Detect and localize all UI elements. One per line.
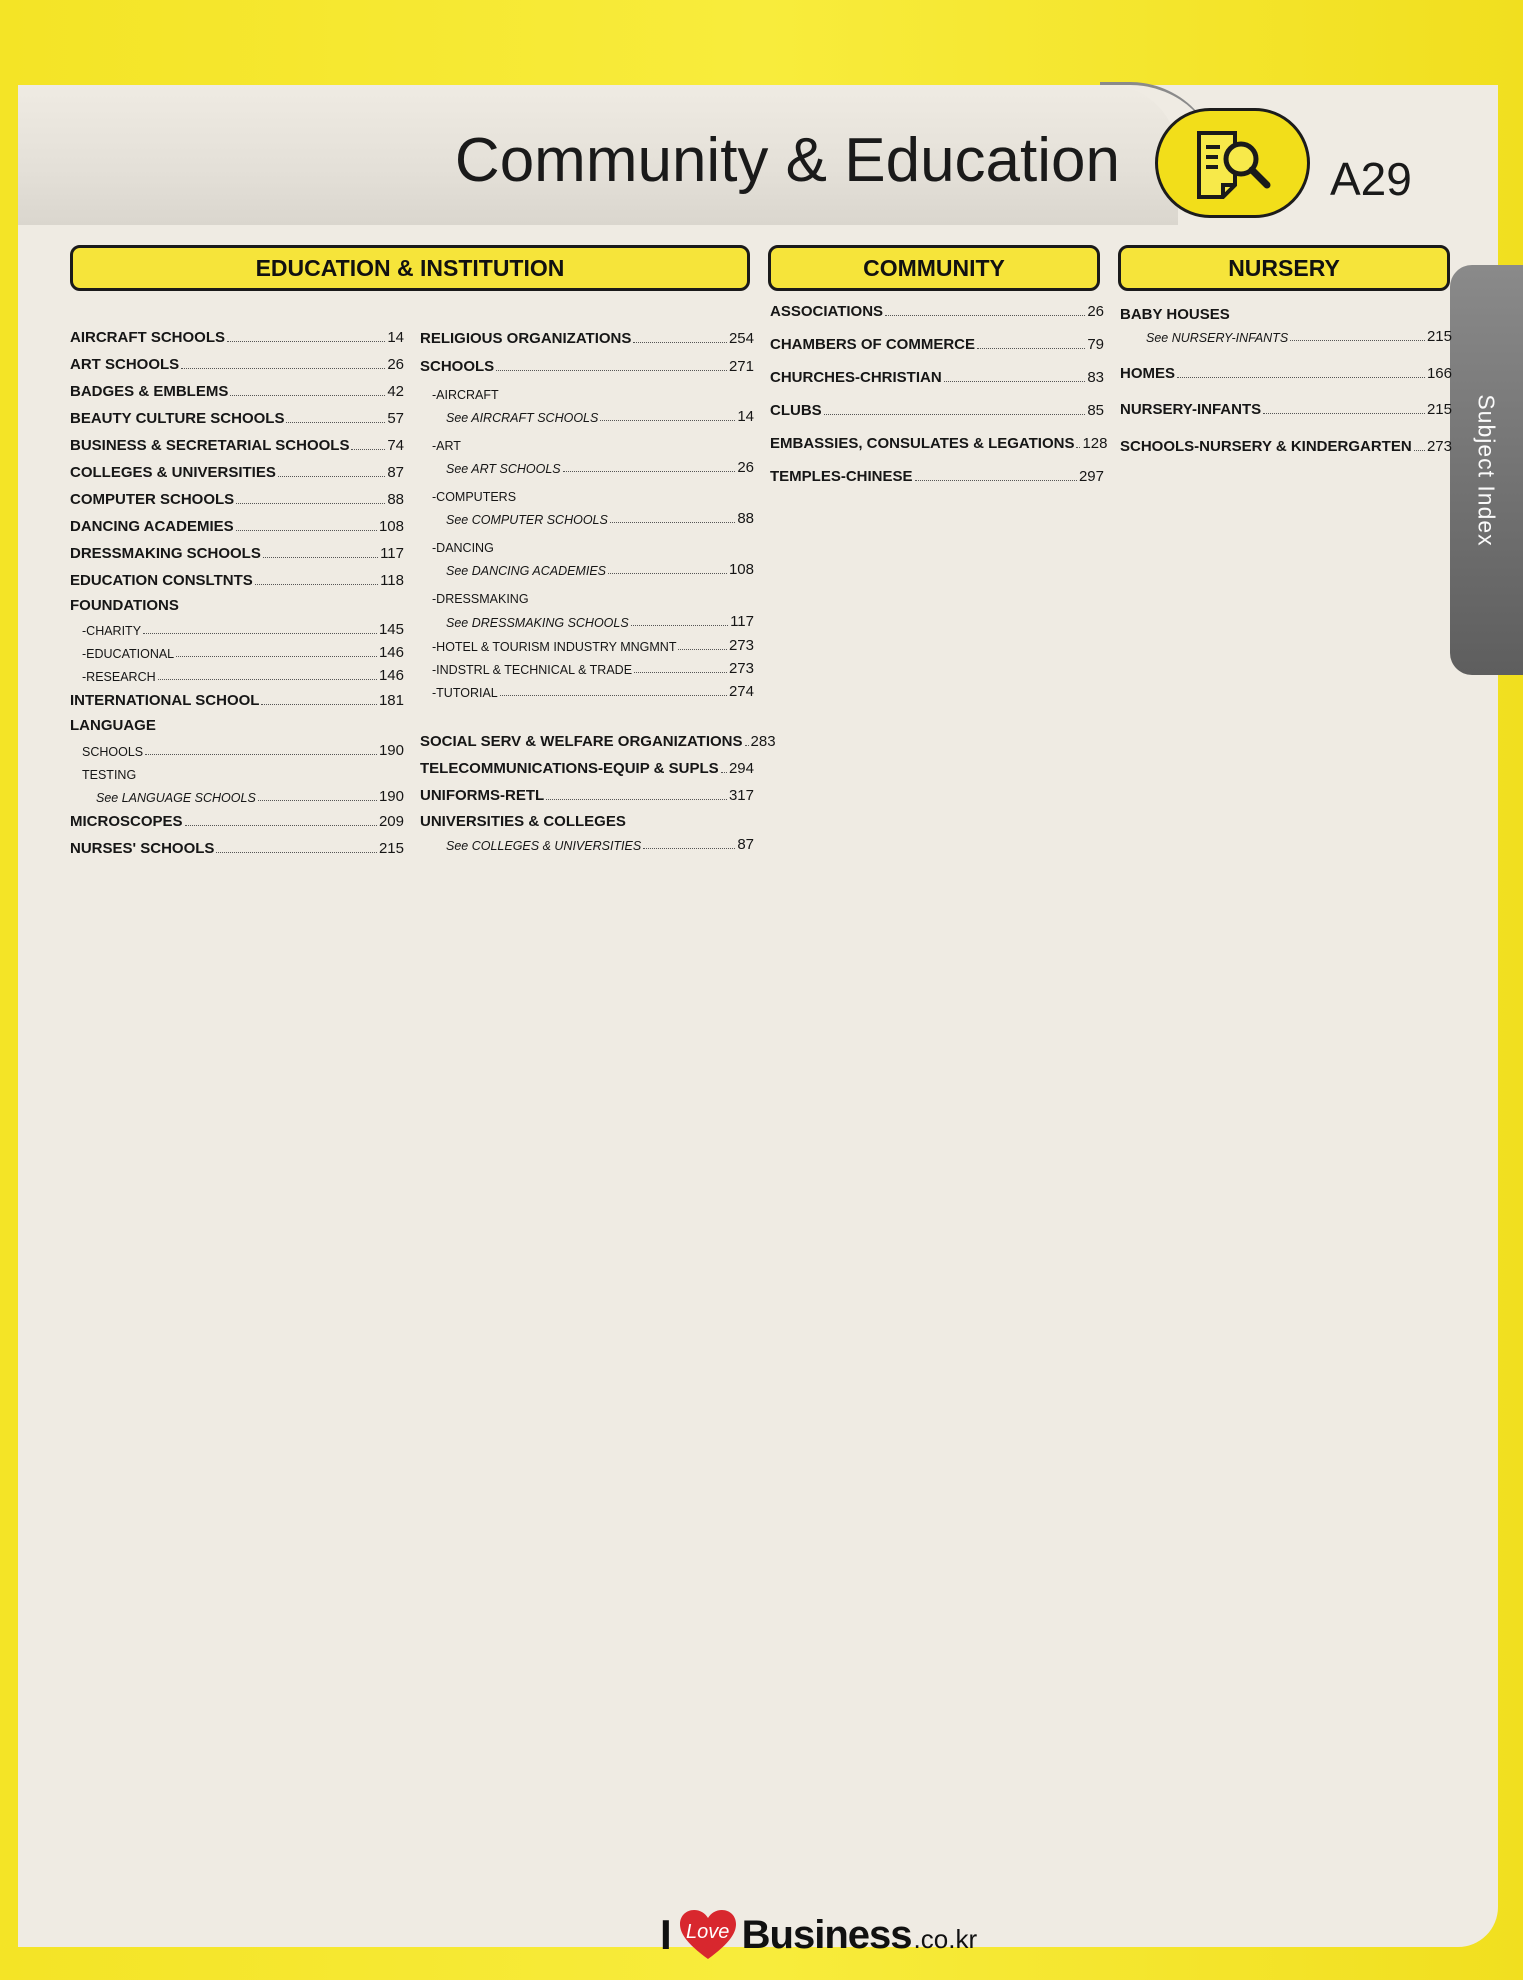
dot-leader bbox=[278, 476, 385, 477]
page-title: Community & Education bbox=[454, 126, 1120, 195]
dot-leader bbox=[158, 679, 377, 680]
index-entry bbox=[70, 515, 404, 535]
index-entry bbox=[420, 405, 754, 425]
index-entry-name: INTERNATIONAL SCHOOL bbox=[70, 692, 260, 709]
index-entry-name: -RESEARCH bbox=[82, 670, 156, 684]
index-entry-name: LANGUAGE bbox=[70, 717, 156, 734]
section-header-community: COMMUNITY bbox=[768, 245, 1100, 291]
index-entry bbox=[1120, 303, 1452, 323]
index-entry-name: ASSOCIATIONS bbox=[770, 303, 884, 320]
index-entry bbox=[420, 610, 754, 630]
index-entry-page: 146 bbox=[378, 644, 404, 661]
index-entry-name: DANCING ACADEMIES bbox=[70, 518, 234, 535]
dot-leader bbox=[1290, 340, 1425, 341]
index-entry-page: 88 bbox=[387, 491, 404, 508]
index-entry bbox=[770, 333, 1104, 353]
index-entry-page: 215 bbox=[1426, 328, 1452, 345]
index-entry-page: 273 bbox=[728, 637, 754, 654]
index-entry bbox=[70, 618, 404, 638]
index-entry-page: 209 bbox=[378, 813, 404, 830]
index-entry-page: 88 bbox=[737, 510, 754, 527]
index-entry bbox=[420, 680, 754, 700]
index-entry-page: 294 bbox=[728, 760, 754, 777]
dot-leader bbox=[885, 315, 1085, 316]
dot-leader bbox=[263, 557, 378, 558]
index-entry bbox=[70, 762, 404, 782]
index-entry-name: UNIFORMS-RETL bbox=[420, 787, 545, 804]
index-entry-page: 26 bbox=[737, 459, 754, 476]
index-entry-page: 215 bbox=[378, 840, 404, 857]
index-entry-name: AIRCRAFT SCHOOLS bbox=[70, 329, 225, 346]
index-entry bbox=[420, 757, 754, 777]
index-entry bbox=[770, 465, 1104, 485]
index-entry-name: CLUBS bbox=[770, 402, 822, 419]
index-entry bbox=[420, 535, 754, 555]
index-entry bbox=[70, 461, 404, 481]
dot-leader bbox=[824, 414, 1086, 415]
index-entry-page: 166 bbox=[1426, 365, 1452, 382]
index-entry-name: -DANCING bbox=[432, 541, 494, 555]
index-entry-name: BUSINESS & SECRETARIAL SCHOOLS bbox=[70, 437, 350, 454]
document-search-icon bbox=[1155, 108, 1310, 218]
index-entry bbox=[420, 558, 754, 578]
index-entry-name: See COMPUTER SCHOOLS bbox=[446, 513, 608, 527]
index-entry bbox=[70, 326, 404, 346]
dot-leader bbox=[286, 422, 385, 423]
index-entry-name: See NURSERY-INFANTS bbox=[1146, 331, 1289, 345]
index-entry bbox=[420, 784, 754, 804]
dot-leader bbox=[1076, 447, 1080, 448]
index-entry-name: SCHOOLS-NURSERY & KINDERGARTEN bbox=[1120, 438, 1412, 455]
index-entry-page: 146 bbox=[378, 667, 404, 684]
dot-leader bbox=[143, 633, 377, 634]
index-entry bbox=[420, 657, 754, 677]
index-entry bbox=[1120, 398, 1452, 418]
index-entry-page: 14 bbox=[387, 329, 404, 346]
index-entry-name: See DANCING ACADEMIES bbox=[446, 564, 606, 578]
index-entry-name: BABY HOUSES bbox=[1120, 306, 1230, 323]
index-entry-name: BADGES & EMBLEMS bbox=[70, 383, 229, 400]
index-entry-page: 57 bbox=[387, 410, 404, 427]
dot-leader bbox=[496, 370, 727, 371]
dot-leader bbox=[351, 449, 385, 450]
index-entry-page: 42 bbox=[387, 383, 404, 400]
dot-leader bbox=[678, 649, 727, 650]
index-entry bbox=[70, 641, 404, 661]
index-entry-page: 79 bbox=[1087, 336, 1104, 353]
index-entry-name: -INDSTRL & TECHNICAL & TRADE bbox=[432, 663, 633, 677]
dot-leader bbox=[600, 420, 735, 421]
index-entry-name: SCHOOLS bbox=[420, 358, 495, 375]
index-entry-page: 108 bbox=[378, 518, 404, 535]
dot-leader bbox=[255, 584, 378, 585]
index-entry-name: -COMPUTERS bbox=[432, 490, 517, 504]
index-entry-name: DRESSMAKING SCHOOLS bbox=[70, 545, 261, 562]
dot-leader bbox=[1263, 413, 1425, 414]
index-entry-page: 83 bbox=[1087, 369, 1104, 386]
index-entry-name: TELECOMMUNICATIONS-EQUIP & SUPLS bbox=[420, 760, 719, 777]
index-entry-name: COLLEGES & UNIVERSITIES bbox=[70, 464, 276, 481]
index-entry bbox=[420, 833, 754, 853]
index-entry-page: 117 bbox=[730, 613, 754, 630]
index-entry-page: 190 bbox=[378, 788, 404, 805]
index-entry bbox=[770, 432, 1108, 452]
index-entry-page: 317 bbox=[728, 787, 754, 804]
index-entry-name: EMBASSIES, CONSULATES & LEGATIONS bbox=[770, 435, 1075, 452]
index-entry bbox=[420, 810, 754, 830]
dot-leader bbox=[643, 848, 735, 849]
index-entry bbox=[420, 507, 754, 527]
index-entry-name: SCHOOLS bbox=[82, 745, 144, 759]
index-entry-name: -CHARITY bbox=[82, 624, 142, 638]
index-entry-name: -TUTORIAL bbox=[432, 686, 498, 700]
index-entry-name: MICROSCOPES bbox=[70, 813, 183, 830]
index-entry-page: 254 bbox=[728, 330, 754, 347]
index-entry-page: 215 bbox=[1426, 401, 1452, 418]
index-entry-page: 108 bbox=[728, 561, 754, 578]
index-entry bbox=[1120, 435, 1452, 455]
index-entry-name: -EDUCATIONAL bbox=[82, 647, 175, 661]
index-entry bbox=[70, 542, 404, 562]
index-entry bbox=[1120, 325, 1452, 345]
dot-leader bbox=[721, 772, 727, 773]
index-entry-page: 118 bbox=[380, 572, 404, 589]
dot-leader bbox=[1414, 450, 1425, 451]
index-entry-name: ART SCHOOLS bbox=[70, 356, 180, 373]
index-entry-page: 145 bbox=[378, 621, 404, 638]
index-entry bbox=[420, 484, 754, 504]
index-entry-name: CHAMBERS OF COMMERCE bbox=[770, 336, 975, 353]
index-entry-page: 273 bbox=[1426, 438, 1452, 455]
index-entry bbox=[770, 300, 1104, 320]
index-entry-name: SOCIAL SERV & WELFARE ORGANIZATIONS bbox=[420, 733, 743, 750]
index-entry bbox=[70, 714, 404, 734]
index-entry-name: See LANGUAGE SCHOOLS bbox=[96, 791, 256, 805]
dot-leader bbox=[230, 395, 385, 396]
index-entry-name: FOUNDATIONS bbox=[70, 597, 179, 614]
index-entry bbox=[70, 837, 404, 857]
index-entry-name: HOMES bbox=[1120, 365, 1176, 382]
index-entry bbox=[70, 380, 404, 400]
index-entry bbox=[770, 399, 1104, 419]
index-entry bbox=[420, 730, 776, 750]
dot-leader bbox=[261, 704, 377, 705]
index-entry-page: 190 bbox=[378, 742, 404, 759]
index-entry-page: 128 bbox=[1082, 435, 1108, 452]
index-entry-name: See DRESSMAKING SCHOOLS bbox=[446, 616, 629, 630]
logo-love-text: Love bbox=[685, 1921, 730, 1943]
dot-leader bbox=[745, 745, 749, 746]
index-entry-page: 85 bbox=[1087, 402, 1104, 419]
index-entry bbox=[70, 353, 404, 373]
index-entry-name: TESTING bbox=[82, 768, 137, 782]
index-entry-page: 274 bbox=[728, 683, 754, 700]
index-entry-page: 271 bbox=[728, 358, 754, 375]
index-entry-name: NURSES' SCHOOLS bbox=[70, 840, 215, 857]
logo-domain-text: .co.kr bbox=[913, 1923, 978, 1954]
index-entry-page: 14 bbox=[737, 408, 754, 425]
index-entry bbox=[420, 456, 754, 476]
index-entry bbox=[70, 434, 404, 454]
index-entry bbox=[420, 327, 754, 347]
index-entry-page: 74 bbox=[387, 437, 404, 454]
dot-leader bbox=[634, 672, 727, 673]
dot-leader bbox=[563, 471, 736, 472]
dot-leader bbox=[176, 656, 377, 657]
dot-leader bbox=[145, 754, 377, 755]
index-entry-page: 297 bbox=[1078, 468, 1104, 485]
section-header-education: EDUCATION & INSTITUTION bbox=[70, 245, 750, 291]
index-entry bbox=[70, 594, 404, 614]
index-entry bbox=[70, 488, 404, 508]
index-entry bbox=[70, 739, 404, 759]
index-entry-page: 273 bbox=[728, 660, 754, 677]
logo-i-text: I bbox=[660, 1911, 672, 1958]
index-entry bbox=[70, 407, 404, 427]
dot-leader bbox=[500, 695, 727, 696]
index-entry-page: 26 bbox=[1087, 303, 1104, 320]
index-entry-page: 87 bbox=[387, 464, 404, 481]
index-entry bbox=[70, 810, 404, 830]
dot-leader bbox=[216, 852, 377, 853]
index-entry-name: -HOTEL & TOURISM INDUSTRY MNGMNT bbox=[432, 640, 677, 654]
index-entry-name: See AIRCRAFT SCHOOLS bbox=[446, 411, 599, 425]
index-entry-name: RELIGIOUS ORGANIZATIONS bbox=[420, 330, 632, 347]
index-entry-name: BEAUTY CULTURE SCHOOLS bbox=[70, 410, 285, 427]
index-entry bbox=[770, 366, 1104, 386]
index-entry-name: See ART SCHOOLS bbox=[446, 462, 561, 476]
dot-leader bbox=[236, 503, 385, 504]
dot-leader bbox=[631, 625, 728, 626]
index-entry bbox=[70, 664, 404, 684]
section-header-nursery: NURSERY bbox=[1118, 245, 1450, 291]
dot-leader bbox=[258, 800, 377, 801]
dot-leader bbox=[610, 522, 735, 523]
dot-leader bbox=[915, 480, 1077, 481]
index-entry-name: TEMPLES-CHINESE bbox=[770, 468, 913, 485]
index-entry-page: 181 bbox=[378, 692, 404, 709]
index-entry bbox=[420, 433, 754, 453]
index-entry-name: See COLLEGES & UNIVERSITIES bbox=[446, 839, 642, 853]
index-entry-name: CHURCHES-CHRISTIAN bbox=[770, 369, 942, 386]
index-entry bbox=[70, 689, 404, 709]
index-entry-name: UNIVERSITIES & COLLEGES bbox=[420, 813, 626, 830]
dot-leader bbox=[1177, 377, 1425, 378]
page-number: A29 bbox=[1330, 153, 1412, 205]
logo-business-text: Business bbox=[741, 1912, 912, 1957]
index-entry-name: COMPUTER SCHOOLS bbox=[70, 491, 235, 508]
dot-leader bbox=[608, 573, 727, 574]
dot-leader bbox=[977, 348, 1085, 349]
dot-leader bbox=[944, 381, 1086, 382]
dot-leader bbox=[227, 341, 385, 342]
index-entry bbox=[420, 586, 754, 606]
dot-leader bbox=[546, 799, 727, 800]
index-entry bbox=[70, 785, 404, 805]
index-entry bbox=[420, 355, 754, 375]
index-entry-page: 117 bbox=[380, 545, 404, 562]
index-entry-page: 283 bbox=[750, 733, 776, 750]
dot-leader bbox=[633, 342, 727, 343]
index-entry-name: EDUCATION CONSLTNTS bbox=[70, 572, 253, 589]
index-entry bbox=[1120, 362, 1452, 382]
dot-leader bbox=[236, 530, 377, 531]
dot-leader bbox=[181, 368, 385, 369]
index-entry-page: 26 bbox=[387, 356, 404, 373]
subject-index-tab-label bbox=[1450, 395, 1523, 545]
heart-icon bbox=[678, 1909, 738, 1961]
index-entry bbox=[420, 634, 754, 654]
index-entry bbox=[70, 569, 404, 589]
footer-logo bbox=[660, 1905, 977, 1965]
index-entry-page: 87 bbox=[737, 836, 754, 853]
index-entry-name: NURSERY-INFANTS bbox=[1120, 401, 1262, 418]
subject-index-label-text: Subject Index bbox=[1474, 393, 1500, 547]
index-entry-name: -AIRCRAFT bbox=[432, 388, 499, 402]
index-entry bbox=[420, 382, 754, 402]
dot-leader bbox=[185, 825, 377, 826]
index-entry-name: -ART bbox=[432, 439, 461, 453]
index-entry-name: -DRESSMAKING bbox=[432, 592, 529, 606]
